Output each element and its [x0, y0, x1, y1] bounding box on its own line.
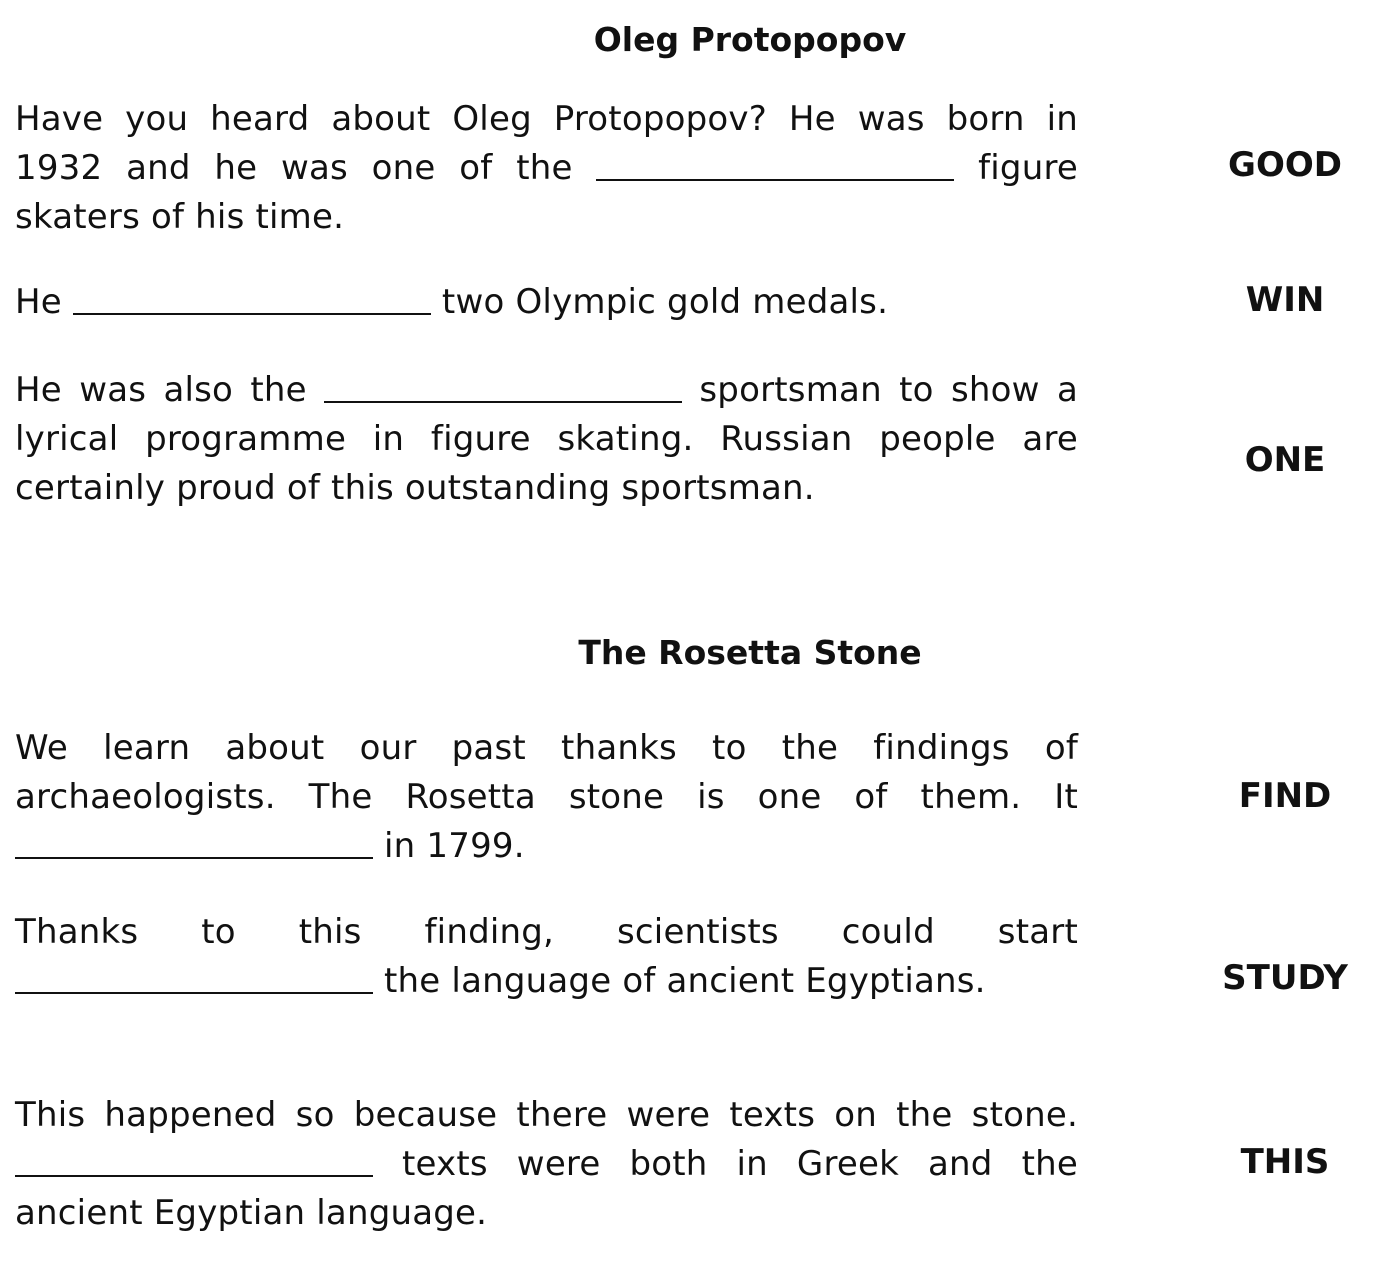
paragraph-2: [15, 278, 1078, 327]
keyword-6: THIS: [1240, 1142, 1330, 1182]
answer-blank-3[interactable]: [324, 371, 682, 403]
paragraph-text-before: This happened so because there were texts on the stone.: [15, 1095, 1078, 1135]
paragraph-3: [15, 366, 1078, 513]
answer-blank-6[interactable]: [15, 1145, 373, 1177]
answer-blank-1[interactable]: [596, 149, 954, 181]
answer-blank-5[interactable]: [15, 962, 373, 994]
paragraph-5: [15, 908, 1078, 1006]
paragraph-text-after: in 1799.: [384, 826, 525, 866]
paragraph-text-before: He: [15, 282, 62, 322]
paragraph-1: [15, 95, 1078, 242]
paragraph-text-before: Have you heard about Oleg Protopopov? He was born in 1932 and he was one of the: [15, 99, 1078, 188]
paragraph-text-after: two Olympic gold medals.: [441, 282, 889, 322]
paragraph-text-after: figure skaters of his time.: [15, 148, 1079, 237]
paragraph-6: [15, 1091, 1078, 1238]
keyword-1: GOOD: [1228, 145, 1342, 185]
keyword-5: STUDY: [1222, 958, 1348, 998]
keyword-2: WIN: [1245, 280, 1325, 320]
paragraph-text-before: Thanks to this finding, scientists could start: [15, 912, 1078, 952]
section-title: The Rosetta Stone: [578, 633, 922, 672]
answer-blank-4[interactable]: [15, 827, 373, 859]
paragraph-text-after: the language of ancient Egyptians.: [384, 961, 986, 1001]
paragraph-text-after: sportsman to show a lyrical programme in figure skating. Russian people are certainly proud of this outstanding sportsman.: [15, 370, 1078, 508]
paragraph-text-after: texts were both in Greek and the ancient Egyptian language.: [15, 1144, 1078, 1233]
section-title: Oleg Protopopov: [593, 20, 907, 59]
paragraph-4: [15, 724, 1078, 871]
answer-blank-2[interactable]: [73, 283, 431, 315]
keyword-4: FIND: [1238, 776, 1332, 816]
paragraph-text-before: He was also the: [15, 370, 307, 410]
paragraph-text-before: We learn about our past thanks to the findings of archaeologists. The Rosetta stone is one of them. It: [15, 728, 1078, 817]
keyword-3: ONE: [1244, 440, 1326, 480]
